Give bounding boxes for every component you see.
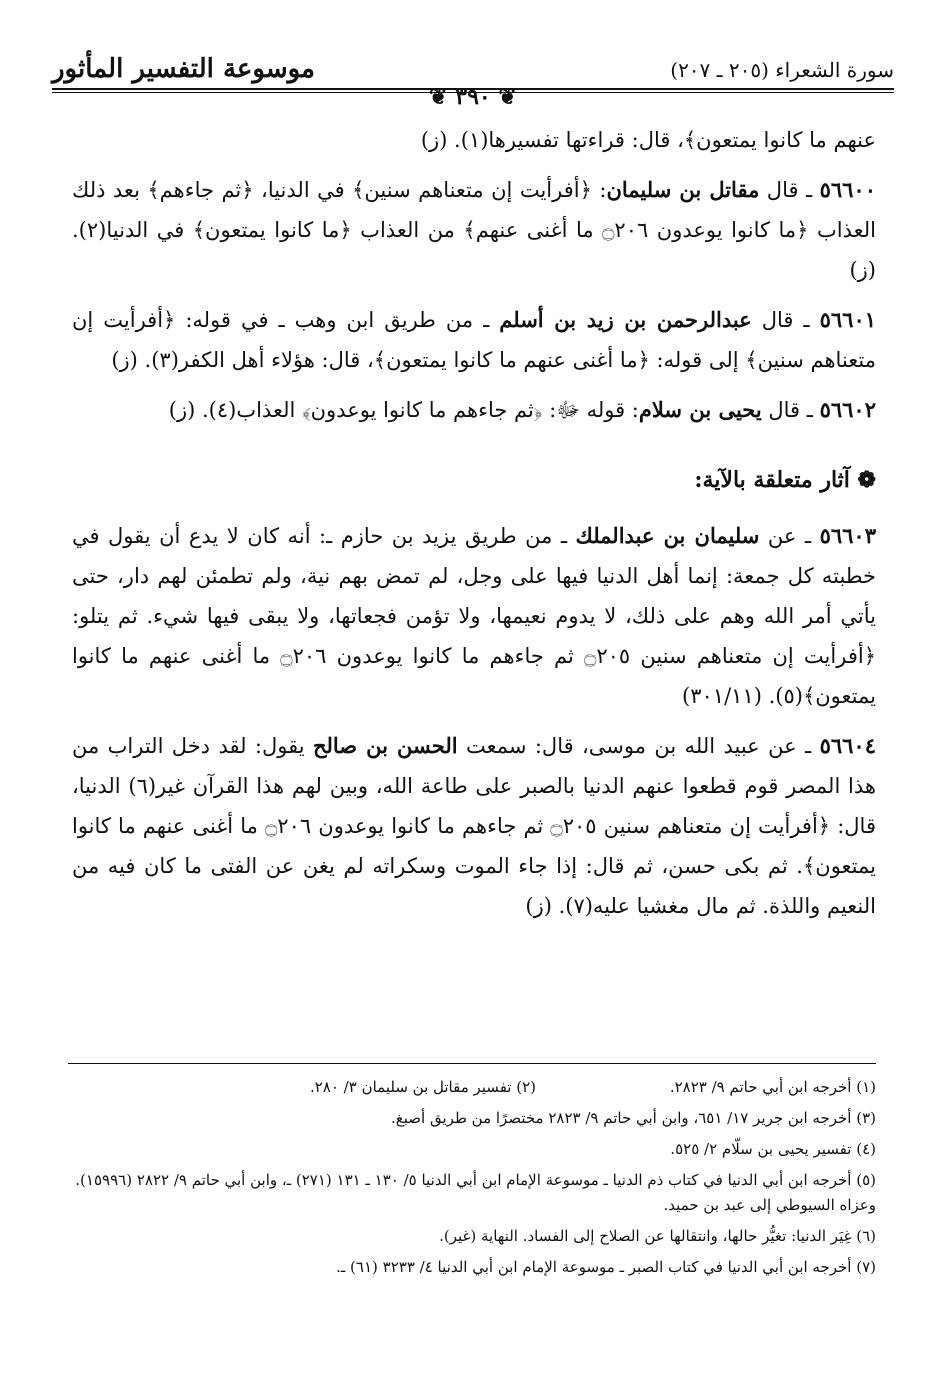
main-text <box>72 120 876 936</box>
book-title: موسوعة التفسير المأثور <box>52 54 315 84</box>
footnote-row <box>52 1075 876 1100</box>
narrator-name: سليمان بن عبدالملك <box>575 523 760 548</box>
paragraph-lead: ـ عن عبيد الله بن موسى، قال: سمعت <box>457 734 820 758</box>
section-heading: ❁ آثار متعلقة بالآية: <box>694 467 876 493</box>
paragraph-continuation <box>72 120 876 160</box>
paragraph-text: ـ من طريق ابن وهب ـ في قوله: ﴿أفرأيت إن متعناهم سنين﴾ إلى قوله: ﴿ما أغنى عنهم ما كانوا يمتعون﴾، قال: هؤلاء أهل الكفر(٣). (ز) <box>72 308 876 372</box>
entry-number: ٥٦٦٠١ <box>819 307 877 332</box>
header-rule <box>52 88 894 90</box>
paragraph-text: : قوله ﷻ: ﴿ثم جاءهم ما كانوا يوعدون﴾ العذاب(٤). (ز) <box>168 398 639 422</box>
footnote-6: (٦) غِيَر الدنيا: تغيُّر حالها، وانتقالها عن الصلاح إلى الفساد. النهاية (غير). <box>439 1227 876 1245</box>
paragraph-lead: ـ قال <box>751 308 820 332</box>
footnotes <box>52 1075 876 1286</box>
footnote-1: (١) أخرجه ابن أبي حاتم ٩/ ٢٨٢٣. <box>669 1078 876 1096</box>
paragraph-text: ـ من طريق يزيد بن حازم ـ: أنه كان لا يدع أن يقول في خطبته كل جمعة: إنما أهل الدنيا فيها على وجل، لم تمض بهم نية، ولم تطمئن لهم دار، حتى يأتي أمر الله وهم على ذلك، لا يدوم نعيمها، ولا تؤمن فجعاتها، ولا يبقى فيها شيء. ثم يتلو: ﴿أفرأيت إن متعناهم سنين ۝٢٠٥ ثم جاءهم ما كانوا يوعدون ۝٢٠٦ ما أغنى عنهم ما كانوا يمتعون﴾(٥). (٣٠١/١١) <box>72 524 876 708</box>
entry-number: ٥٦٦٠٤ <box>819 733 876 758</box>
footnote-4: (٤) تفسير يحيى بن سلّام ٢/ ٥٢٥. <box>670 1140 876 1158</box>
page-number: ❦ ٣٩٠ ❦ <box>429 84 517 110</box>
paragraph-lead: ـ قال <box>759 178 820 202</box>
paragraph-text: عنهم ما كانوا يمتعون﴾، قال: قراءتها تفسيرها(١). (ز) <box>420 128 876 152</box>
paragraph-56603 <box>72 516 876 716</box>
paragraph-lead: ـ عن <box>759 524 820 548</box>
footnote-2: (٢) تفسير مقاتل بن سليمان ٣/ ٢٨٠. <box>309 1078 536 1096</box>
paragraph-text: يقول: لقد دخل التراب من هذا المصر قوم قطعوا عنهم الدنيا بالصبر على طاعة الله، وبين لهم هذا القرآن غير(٦) الدنيا، قال: ﴿أفرأيت إن متعناهم سنين ۝٢٠٥ ثم جاءهم ما كانوا يوعدون ۝٢٠٦ ما أغنى عنهم ما كانوا يمتعون﴾. ثم بكى حسن، ثم قال: إذا جاء الموت وسكراته لم يغن عن الفتى ما كان فيه من النعيم واللذة. ثم مال مغشيا عليه(٧). (ز) <box>72 734 876 918</box>
paragraph-lead: ـ قال <box>761 398 820 422</box>
entry-number: ٥٦٦٠٣ <box>819 523 876 548</box>
footnote-7: (٧) أخرجه ابن أبي الدنيا في كتاب الصبر ـ موسوعة الإمام ابن أبي الدنيا ٤/ ٣٢٣٣ (٦١) ـ. <box>336 1258 876 1276</box>
surah-title: سورة الشعراء (٢٠٥ ـ ٢٠٧) <box>670 58 894 82</box>
paragraph-text: : ﴿أفرأيت إن متعناهم سنين﴾ في الدنيا، ﴿ثم جاءهم﴾ بعد ذلك العذاب ﴿ما كانوا يوعدون ۝٢٠٦ ما أغنى عنهم﴾ من العذاب ﴿ما كانوا يمتعون﴾ في الدنيا(٢). (ز) <box>72 178 876 282</box>
narrator-name: الحسن بن صالح <box>312 733 458 758</box>
paragraph-56602 <box>72 390 876 430</box>
paragraph-56604 <box>72 726 876 926</box>
footnote-divider <box>68 1063 876 1064</box>
header-rule-thin <box>52 92 894 93</box>
entry-number: ٥٦٦٠٢ <box>819 397 876 422</box>
entry-number: ٥٦٦٠٠ <box>819 177 876 202</box>
paragraph-56600 <box>72 170 876 290</box>
narrator-name: عبدالرحمن بن زيد بن أسلم <box>499 307 752 332</box>
footnote-3: (٣) أخرجه ابن جرير ١٧/ ٦٥١، وابن أبي حاتم ٩/ ٢٨٢٣ مختصرًا من طريق أصبغ. <box>391 1109 876 1127</box>
narrator-name: مقاتل بن سليمان <box>606 177 760 202</box>
page-number-value: ٣٩٠ <box>455 84 491 110</box>
page-header <box>52 48 894 110</box>
narrator-name: يحيى بن سلام <box>638 397 762 422</box>
paragraph-56601 <box>72 300 876 380</box>
footnote-5: (٥) أخرجه ابن أبي الدنيا في كتاب ذم الدنيا ـ موسوعة الإمام ابن أبي الدنيا ٥/ ١٣٠ ـ ١٣١ (٢٧١) ـ، وابن أبي حاتم ٩/ ٢٨٢٢ (١٥٩٩٦). وعزاه السيوطي إلى عبد بن حميد. <box>75 1171 876 1214</box>
